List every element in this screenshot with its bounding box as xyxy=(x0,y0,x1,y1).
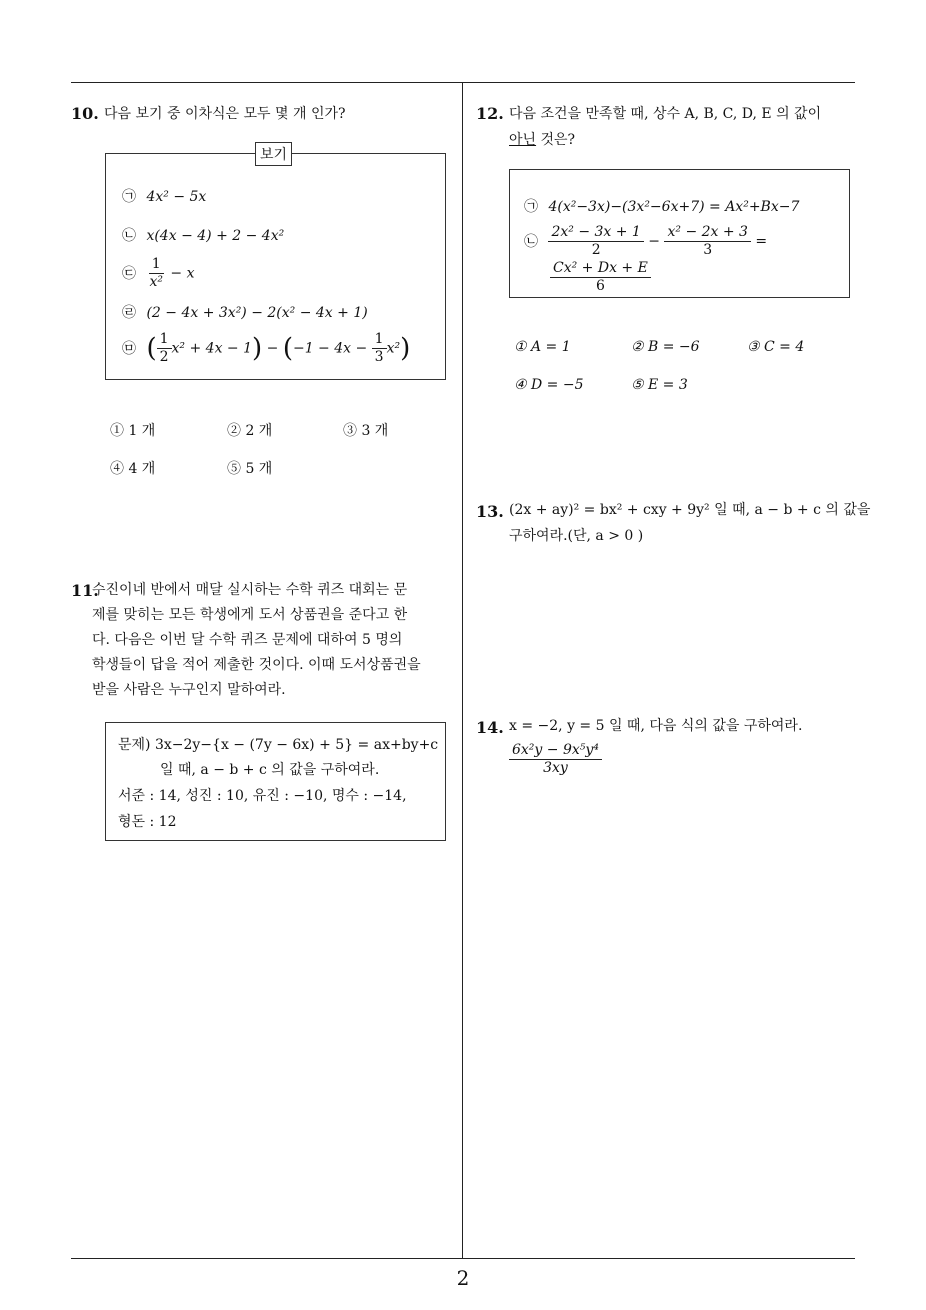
left-paren: ( xyxy=(282,333,293,364)
top-rule xyxy=(71,82,855,83)
q10-item-3-rest: − x xyxy=(170,265,195,282)
q10-item-3-fraction xyxy=(146,256,166,291)
q10-choice-4[interactable]: ④ 4 개 xyxy=(110,461,156,477)
q10-item-5-part1: x² + 4x − 1 xyxy=(171,340,253,357)
bottom-rule xyxy=(71,1258,855,1259)
question-10-number: 10. xyxy=(71,104,99,123)
q10-choice-2[interactable]: ② 2 개 xyxy=(227,423,273,439)
fraction-numerator: 6x²y − 9x⁵y⁴ xyxy=(509,742,602,760)
question-11-text xyxy=(92,578,452,703)
fraction-numerator: 1 xyxy=(149,256,164,274)
equals-sign: = xyxy=(755,233,768,250)
q11-box-line-1: 문제) 3x−2y−{x − (7y − 6x) + 5} = ax+by+c xyxy=(118,737,439,753)
fraction-denominator: 3xy xyxy=(543,760,568,776)
q10-choice-3[interactable]: ③ 3 개 xyxy=(343,423,389,439)
fraction-numerator: 2x² − 3x + 1 xyxy=(548,224,643,242)
fraction-denominator: 2 xyxy=(159,349,169,365)
q10-item-5-fraction-1 xyxy=(157,331,172,366)
q12-choice-2[interactable]: ② B = −6 xyxy=(631,339,700,355)
q12-condition-2 xyxy=(524,224,767,259)
q11-box-line-3: 서준 : 14, 성진 : 10, 유진 : −10, 명수 : −14, xyxy=(118,788,407,804)
q10-choice-5[interactable]: ⑤ 5 개 xyxy=(227,461,273,477)
q14-fraction xyxy=(509,742,602,777)
marker-rieul: ㉣ xyxy=(122,305,136,321)
marker-digeut: ㉢ xyxy=(122,265,136,282)
question-14-expression xyxy=(509,742,602,777)
q12-underlined-word: 아닌 xyxy=(509,132,537,148)
fraction-numerator: 1 xyxy=(157,331,172,349)
right-paren: ) xyxy=(252,333,263,364)
q10-item-4-expr: (2 − 4x + 3x²) − 2(x² − 4x + 1) xyxy=(146,305,368,321)
q10-item-2 xyxy=(122,225,284,245)
q12-fraction-3 xyxy=(550,260,651,295)
marker-giyeok: ㉠ xyxy=(524,199,538,215)
q10-item-5-fraction-2 xyxy=(372,331,387,366)
q10-item-1-expr: 4x² − 5x xyxy=(146,189,207,205)
fraction-denominator: 2 xyxy=(591,242,601,258)
marker-mieum: ㉤ xyxy=(122,340,136,357)
fraction-denominator: x² xyxy=(149,274,163,290)
q11-line-2: 제를 맞히는 모든 학생에게 도서 상품권을 준다고 한 xyxy=(92,607,408,623)
question-12-line-2 xyxy=(509,128,575,153)
question-14-number: 14. xyxy=(476,718,504,737)
q10-item-2-expr: x(4x − 4) + 2 − 4x² xyxy=(146,228,285,244)
q11-line-1: 수진이네 반에서 매달 실시하는 수학 퀴즈 대회는 문 xyxy=(92,582,408,598)
q12-line-2-rest: 것은? xyxy=(536,132,576,148)
q10-item-4 xyxy=(122,302,368,322)
question-13-line-2: 구하여라.(단, a > 0 ) xyxy=(509,528,644,544)
q12-condition-2-rhs xyxy=(550,260,651,295)
q11-line-4: 학생들이 답을 적어 제출한 것이다. 이때 도서상품권을 xyxy=(92,657,421,673)
q12-condition-1 xyxy=(524,196,799,216)
question-13-line-1: (2x + ay)² = bx² + cxy + 9y² 일 때, a − b + c 의 값을 xyxy=(509,502,871,518)
q10-choice-1[interactable]: ① 1 개 xyxy=(110,423,156,439)
marker-giyeok: ㉠ xyxy=(122,189,136,205)
q12-choice-5[interactable]: ⑤ E = 3 xyxy=(631,377,688,393)
q12-condition-1-expr: 4(x²−3x)−(3x²−6x+7) = Ax²+Bx−7 xyxy=(548,199,800,215)
fraction-numerator: 1 xyxy=(372,331,387,349)
question-10-box-title: 보기 xyxy=(255,142,292,166)
q12-fraction-1 xyxy=(548,224,643,259)
question-12-line-1: 다음 조건을 만족할 때, 상수 A, B, C, D, E 의 값이 xyxy=(509,106,822,122)
question-14-line-1: x = −2, y = 5 일 때, 다음 식의 값을 구하여라. xyxy=(509,718,803,734)
fraction-numerator: Cx² + Dx + E xyxy=(550,260,651,278)
question-11-number: 11. xyxy=(71,581,99,600)
fraction-numerator: x² − 2x + 3 xyxy=(664,224,750,242)
q12-choice-3[interactable]: ③ C = 4 xyxy=(747,339,805,355)
marker-nieun: ㉡ xyxy=(122,228,136,244)
q10-item-5-part2: −1 − 4x − xyxy=(292,340,372,357)
minus-sign: − xyxy=(266,340,283,357)
q12-choice-1[interactable]: ① A = 1 xyxy=(514,339,571,355)
q10-item-1 xyxy=(122,186,206,206)
question-10-text: 다음 보기 중 이차식은 모두 몇 개 인가? xyxy=(104,106,346,122)
question-12-number: 12. xyxy=(476,104,504,123)
q11-box-line-4: 형돈 : 12 xyxy=(118,814,177,830)
q11-line-3: 다. 다음은 이번 달 수학 퀴즈 문제에 대하여 5 명의 xyxy=(92,632,403,648)
left-paren: ( xyxy=(146,333,157,364)
column-divider xyxy=(462,83,463,1259)
q12-fraction-2 xyxy=(664,224,750,259)
q10-item-5 xyxy=(122,331,410,366)
fraction-denominator: 3 xyxy=(703,242,713,258)
right-paren: ) xyxy=(400,333,411,364)
q10-item-5-part2-rest: x² xyxy=(386,340,401,357)
q12-choice-4[interactable]: ④ D = −5 xyxy=(514,377,584,393)
minus-sign: − xyxy=(648,233,661,250)
fraction-denominator: 3 xyxy=(374,349,384,365)
q10-item-3 xyxy=(122,256,195,291)
fraction-denominator: 6 xyxy=(595,278,605,294)
page-number: 2 xyxy=(456,1266,470,1290)
question-13-number: 13. xyxy=(476,502,504,521)
q11-box-line-2: 일 때, a − b + c 의 값을 구하여라. xyxy=(160,762,380,778)
q11-line-5: 받을 사람은 누구인지 말하여라. xyxy=(92,682,286,698)
marker-nieun: ㉡ xyxy=(524,233,538,250)
